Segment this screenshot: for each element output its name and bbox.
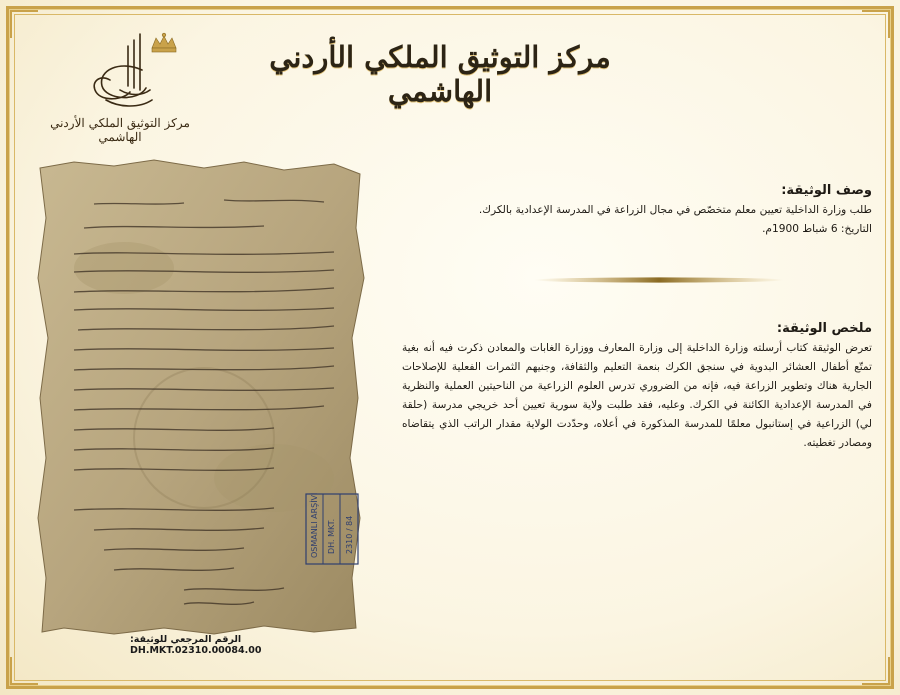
gold-divider [534, 277, 784, 283]
stamp-collection: DH. MKT. [327, 518, 336, 554]
stamp-number: 2310 / 84 [345, 515, 354, 554]
summary-section [402, 321, 872, 453]
description-heading: وصف الوثيقة: [781, 183, 872, 198]
center-logo [40, 30, 200, 142]
document-reference: الرقم المرجعي للوثيقة: DH.MKT.02310.00084.00 [130, 634, 262, 656]
stamp-archive-name: OSMANLI ARŞİVİ [310, 492, 319, 558]
corner-ornament [862, 10, 890, 38]
royal-crest-icon [80, 30, 180, 112]
summary-heading: ملخص الوثيقة: [776, 321, 872, 336]
document-date: التاريخ: 6 شباط 1900م. [762, 223, 872, 235]
description-text: طلب وزارة الداخلية تعيين معلم متخصّص في مجال الزراعة في المدرسة الإعدادية بالكرك. [478, 204, 872, 216]
description-section [402, 183, 872, 239]
corner-ornament [862, 657, 890, 685]
corner-ornament [10, 10, 38, 38]
corner-ornament [10, 657, 38, 685]
summary-text: تعرض الوثيقة كتاب أرسلته وزارة الداخلية إلى وزارة المعارف ووزارة الغابات والمعادن ذكرت فيه أنه بغية تمتّع أطفال العشائر البدوية في سنجق الكرك بنعمة التعليم والثقافة، وجنيهم الثمرات الفعلية للإصلاحات الجارية هناك وتطوير الزراعة فيه، فإنه من الضروري تدرس العلوم الزراعية من الناحيتين العملية والنظرية في المدرسة الإعدادية الكائنة في الكرك. وعليه، فقد طلبت ولاية سورية تعيين أحد خريجي مدرسة (حلقة لي) الزراعية في إستانبول معلمًا للمدرسة المذكورة في أعلاه، وحدّدت الولاية مقدار الراتب الذي يتقاضاه ومصادر تغطيته. [402, 342, 872, 449]
ottoman-document-image [34, 158, 368, 636]
logo-caption: مركز التوثيق الملكي الأردني الهاشمي [50, 116, 190, 144]
page-title: مركز التوثيق الملكي الأردني الهاشمي [269, 40, 611, 108]
